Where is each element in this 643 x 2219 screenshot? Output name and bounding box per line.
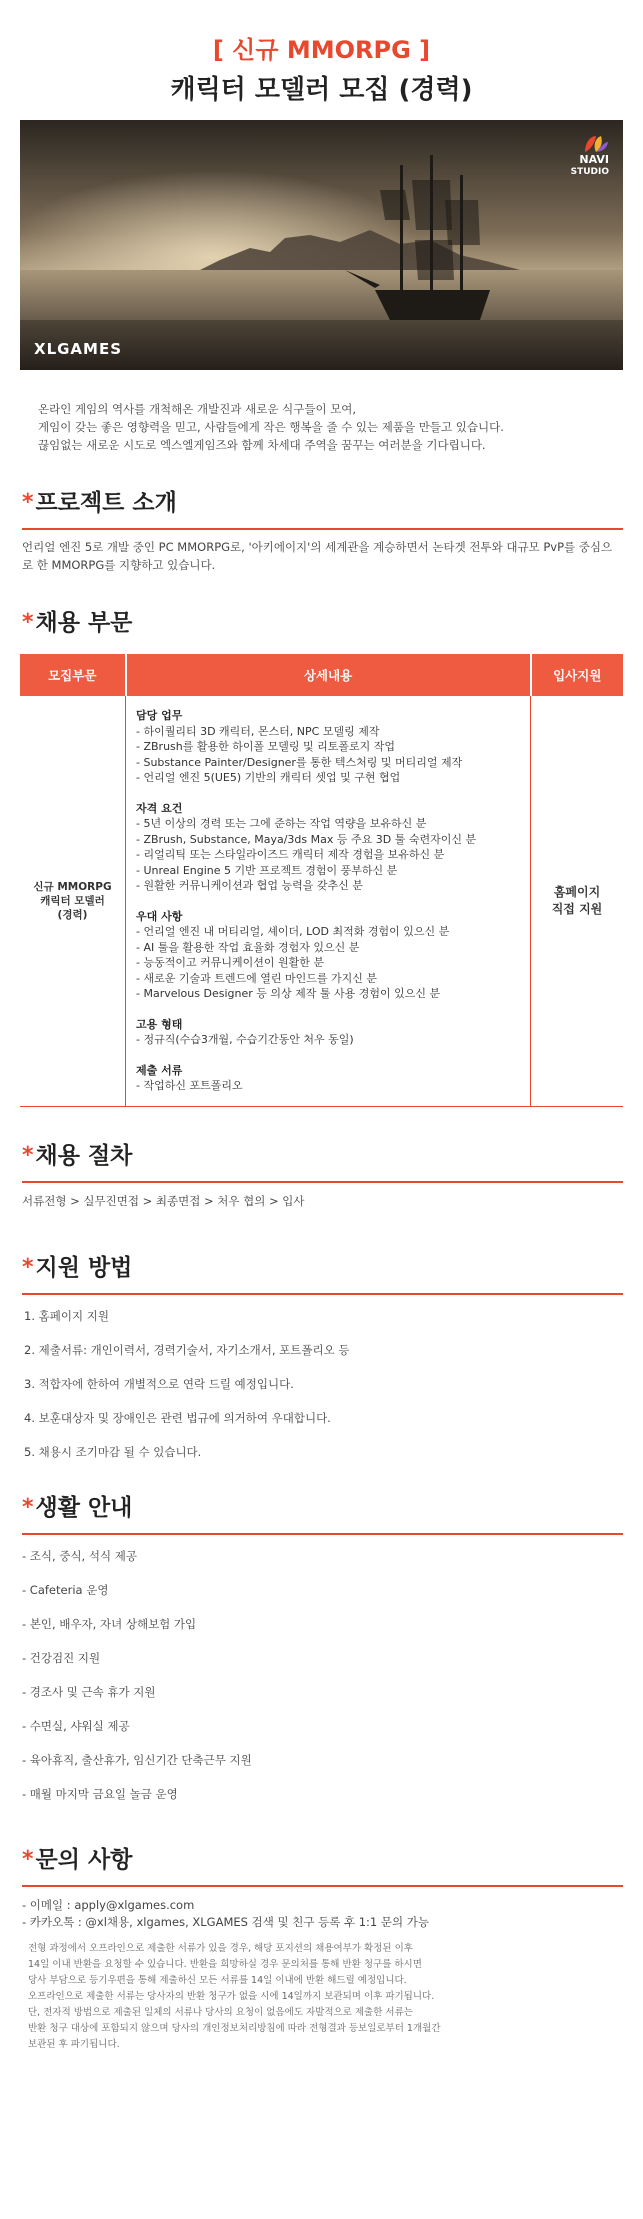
project-description: 언리얼 엔진 5로 개발 중인 PC MMORPG로, '아키에이지'의 세계관을 계승하면서 논타겟 전투와 대규모 PvP를 중심으로 한 MMORPG를 지향하고 있습니다.: [22, 540, 613, 572]
intro-line: 온라인 게임의 역사를 개척해온 개발진과 새로운 식구들이 모여,: [38, 402, 357, 416]
section-heading: *문의 사항: [22, 1845, 623, 1887]
list-item: 3. 적합자에 한하여 개별적으로 연락 드릴 예정입니다.: [24, 1376, 294, 1391]
apply-cell: 홈페이지 직접 지원: [531, 696, 624, 1106]
requirements-group: 자격 요건 - 5년 이상의 경력 또는 그에 준하는 작업 역량을 보유하신 분 - ZBrush, Substance, Maya/3ds Max 등 주요 3D 툴 숙련자이신 분 - 리얼리틱 또는 스타일라이즈드 캐릭터 제작 경험을 보유하신 분 - Unreal Engine 5 기반 프로젝트 경험이 풍부하신 분 - 원활한 커뮤니케이션과 협업 능력을 갖추신 분: [136, 801, 477, 892]
benefits-list: [22, 1547, 623, 1803]
positions-section: [22, 608, 623, 638]
detail-cell: [126, 696, 531, 1106]
duty-group: 담당 업무 - 하이퀄리티 3D 캐릭터, 몬스터, NPC 모델링 제작 - ZBrush를 활용한 하이폴 모델링 및 리토폴로지 작업 - Substance Painter/Designer를 통한 텍스처링 및 머티리얼 제작 - 언리얼 엔진 5(UE5) 기반의 캐릭터 셋업 및 구현 협업: [136, 709, 463, 784]
intro-text: [38, 400, 623, 454]
list-item: - 수면실, 샤워실 제공: [22, 1718, 130, 1733]
list-item: - 조식, 중식, 석식 제공: [22, 1548, 137, 1563]
section-heading: *지원 방법: [22, 1253, 623, 1295]
contact-section: [22, 1845, 623, 2053]
list-item: 1. 홈페이지 지원: [24, 1308, 109, 1323]
hero-banner: [20, 120, 623, 370]
list-item: - 건강검진 지원: [22, 1650, 101, 1665]
page-title: 캐릭터 모델러 모집 (경력): [170, 75, 473, 105]
list-item: 4. 보훈대상자 및 장애인은 관련 법규에 의거하여 우대합니다.: [24, 1410, 331, 1425]
process-section: [22, 1141, 623, 1209]
preferred-group: 우대 사항 - 언리얼 엔진 내 머티리얼, 셰이더, LOD 최적화 경험이 있으신 분 - AI 툴을 활용한 작업 효율화 경험자 있으신 분 - 능동적이고 커뮤니케이션이 원활한 분 - 새로운 기술과 트렌드에 열린 마인드를 가지신 분 - Marvelous Designer 등 의상 제작 툴 사용 경험이 있으신 분: [136, 909, 450, 1000]
header-apply: 입사지원: [531, 654, 624, 696]
table-row: [20, 696, 623, 1106]
intro-line: 끊임없는 새로운 시도로 엑스엘게임즈와 함께 차세대 주역을 꿈꾸는 여러분을 기다립니다.: [38, 438, 486, 452]
list-item: - 매월 마지막 금요일 놀금 운영: [22, 1786, 178, 1801]
header-dept: 모집부문: [20, 654, 126, 696]
contact-email: - 이메일 : apply@xlgames.com: [22, 1897, 195, 1912]
navi-studio-logo: NAVI STUDIO: [571, 134, 609, 178]
list-item: - 경조사 및 근속 휴가 지원: [22, 1684, 156, 1699]
apply-section: [22, 1253, 623, 1461]
hero-image: [20, 120, 623, 370]
section-heading: *채용 부문: [22, 610, 133, 636]
list-item: 2. 제출서류: 개인이력서, 경력기술서, 자기소개서, 포트폴리오 등: [24, 1342, 350, 1357]
project-section: [22, 488, 623, 574]
contact-kakao: - 카카오톡 : @xl채용, xlgames, XLGAMES 검색 및 친구 등록 후 1:1 문의 가능: [22, 1914, 429, 1929]
posting-tag: [ 신규 MMORPG ]: [212, 36, 431, 64]
document-return-notice: 전형 과정에서 오프라인으로 제출한 서류가 있을 경우, 해당 포지션의 채용여부가 확정된 이후 14일 이내 반환을 요청할 수 있습니다. 반환을 희망하실 경우 문의처를 통해 반환 청구를 하시면 당사 부담으로 등기우편을 통해 제출하신 모든 서류를 14일 이내에 반환 해드릴 예정입니다. 오프라인으로 제출한 서류는 당사자의 반환 청구가 없을 시에 14일까지 보관되며 이후 파기됩니다. 단, 전자적 방법으로 제출된 일체의 서류나 당사의 요청이 없음에도 자발적으로 제출한 서류는 반환 청구 대상에 포함되지 않으며 당사의 개인정보처리방침에 따라 전형결과 등보일로부터 1개월간 보관된 후 파기됩니다.: [28, 1942, 441, 2050]
list-item: - 육아휴직, 출산휴가, 임신기간 단축근무 지원: [22, 1752, 252, 1767]
list-item: - 본인, 배우자, 자녀 상해보험 가입: [22, 1616, 197, 1631]
process-steps: 서류전형 > 실무진면접 > 최종면접 > 처우 협의 > 입사: [22, 1193, 305, 1208]
apply-list: [22, 1307, 623, 1461]
intro-line: 게임이 갖는 좋은 영향력을 믿고, 사람들에게 작은 행복을 줄 수 있는 제품을 만들고 있습니다.: [38, 420, 504, 434]
positions-table: [20, 654, 623, 1107]
list-item: - Cafeteria 운영: [22, 1582, 109, 1597]
section-heading: *생활 안내: [22, 1493, 623, 1535]
xlgames-logo: XLGAMES: [34, 340, 123, 358]
benefits-section: [22, 1493, 623, 1803]
section-heading: *프로젝트 소개: [22, 488, 623, 530]
documents-group: 제출 서류 - 작업하신 포트폴리오: [136, 1063, 243, 1092]
dept-cell: 신규 MMORPG 캐릭터 모델러 (경력): [20, 696, 126, 1106]
navi-leaf-icon: [583, 134, 609, 154]
header-detail: 상세내용: [126, 654, 531, 696]
table-header-row: [20, 654, 623, 696]
contact-info: [22, 1897, 623, 1931]
list-item: 5. 채용시 조기마감 될 수 있습니다.: [24, 1444, 202, 1459]
employment-type-group: 고용 형태 - 정규직(수습3개월, 수습기간동안 처우 동일): [136, 1017, 354, 1046]
section-heading: *채용 절차: [22, 1141, 623, 1183]
